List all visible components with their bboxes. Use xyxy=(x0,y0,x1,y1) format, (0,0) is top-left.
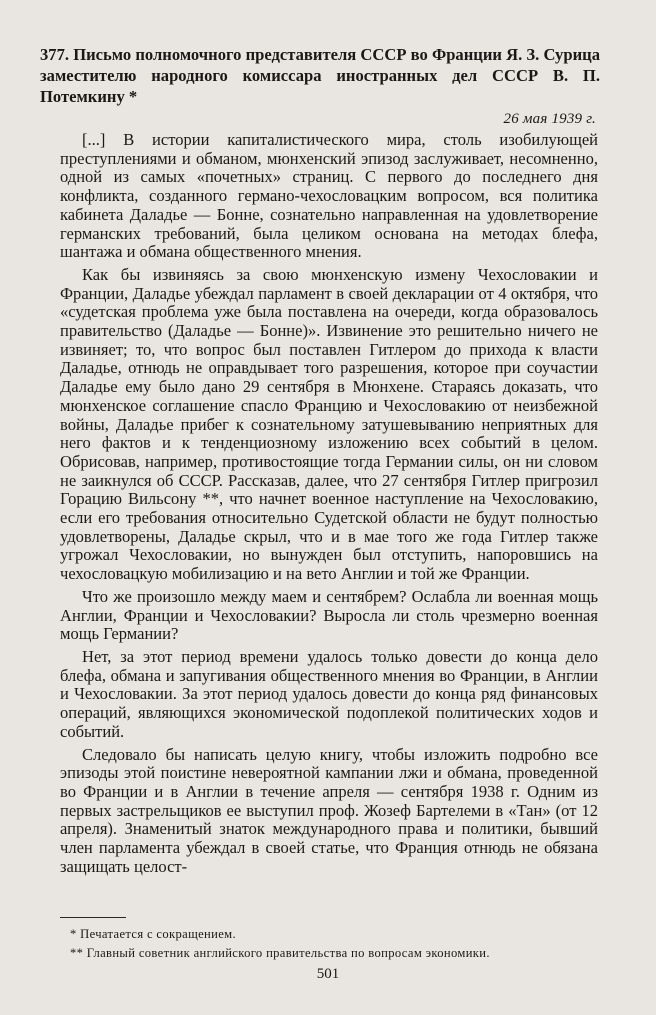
footnote-divider xyxy=(60,917,126,918)
document-body xyxy=(60,131,598,880)
page-number: 501 xyxy=(316,966,340,982)
footnotes xyxy=(60,925,600,963)
paragraph-3: Что же произошло между маем и сентябрем? Ослабла ли военная мощь Англии, Франции и Чехословакии? Выросла ли столь чрезмерно военная мощь Германии? xyxy=(60,586,598,644)
paragraph-1: [...] В истории капиталистического мира, столь изобилующей преступлениями и обманом, мюнхенский эпизод заслуживает, несомненно, одной из самых «почетных» страниц. С первого до последнего дня конфликта, созданного германо-чехословацким вопросом, вся политика кабинета Даладье — Бонне, сознательно направленная на удовлетворение германских требований, была целиком основана на методах блефа, шантажа и обмана общественного мнения. xyxy=(60,130,598,262)
document-title: 377. Письмо полномочного представителя СССР во Франции Я. З. Сурица заместителю народного комиссара иностранных дел СССР В. П. Потемкину * xyxy=(40,45,600,106)
document-date: 26 мая 1939 г. xyxy=(503,111,596,127)
footnote-2: ** Главный советник английского правительства по вопросам экономики. xyxy=(70,946,490,960)
footnote-1: * Печатается с сокращением. xyxy=(70,927,236,941)
paragraph-4: Нет, за этот период времени удалось только довести до конца дело блефа, обмана и запугивания общественного мнения во Франции, в Англии и Чехословакии. За этот период удалось довести до конца ряд финансовых операций, являющихся экономической подоплекой политических ходов и событий. xyxy=(60,646,598,741)
paragraph-2: Как бы извиняясь за свою мюнхенскую измену Чехословакии и Франции, Даладье убеждал парламент в своей декларации от 4 октября, что «судетская проблема уже была поставлена на очереди, когда образовалось правительство (Даладье — Бонне)». Извинение это решительно ничего не извиняет; то, что вопрос был поставлен Гитлером до прихода к власти Даладье, отнюдь не оправдывает того разрешения, которое при соучастии Даладье ему было дано 29 сентября в Мюнхене. Стараясь доказать, что мюнхенское соглашение спасло Францию и Чехословакию от неизбежной войны, Даладье прибег к сознательному затушевыванию неприятных для него фактов и к тенденциозному изложению всех событий в целом. Обрисовав, например, противостоящие тогда Германии силы, он ни словом не заикнулся об СССР. Рассказав, далее, что 27 сентября Гитлер пригрозил Горацию Вильсону **, что начнет военное наступление на Чехословакию, если его требования относительно Судетской области не будут полностью удовлетворены, Даладье скрыл, что и в мае того же года Гитлер также угрожал Чехословакии, но вынужден был отступить, напоровшись на чехословацкую мобилизацию и на вето Англии и той же Франции. xyxy=(60,264,598,584)
paragraph-5: Следовало бы написать целую книгу, чтобы изложить подробно все эпизоды этой поистине невероятной кампании лжи и обмана, проведенной во Франции и в Англии в течение апреля — сентября 1938 г. Одним из первых застрельщиков ее выступил проф. Жозеф Бартелеми в «Тан» (от 12 апреля). Знаменитый знаток международного права и политики, бывший член парламента убеждал в своей статье, что Франция отнюдь не обязана защищать целост- xyxy=(60,744,598,876)
